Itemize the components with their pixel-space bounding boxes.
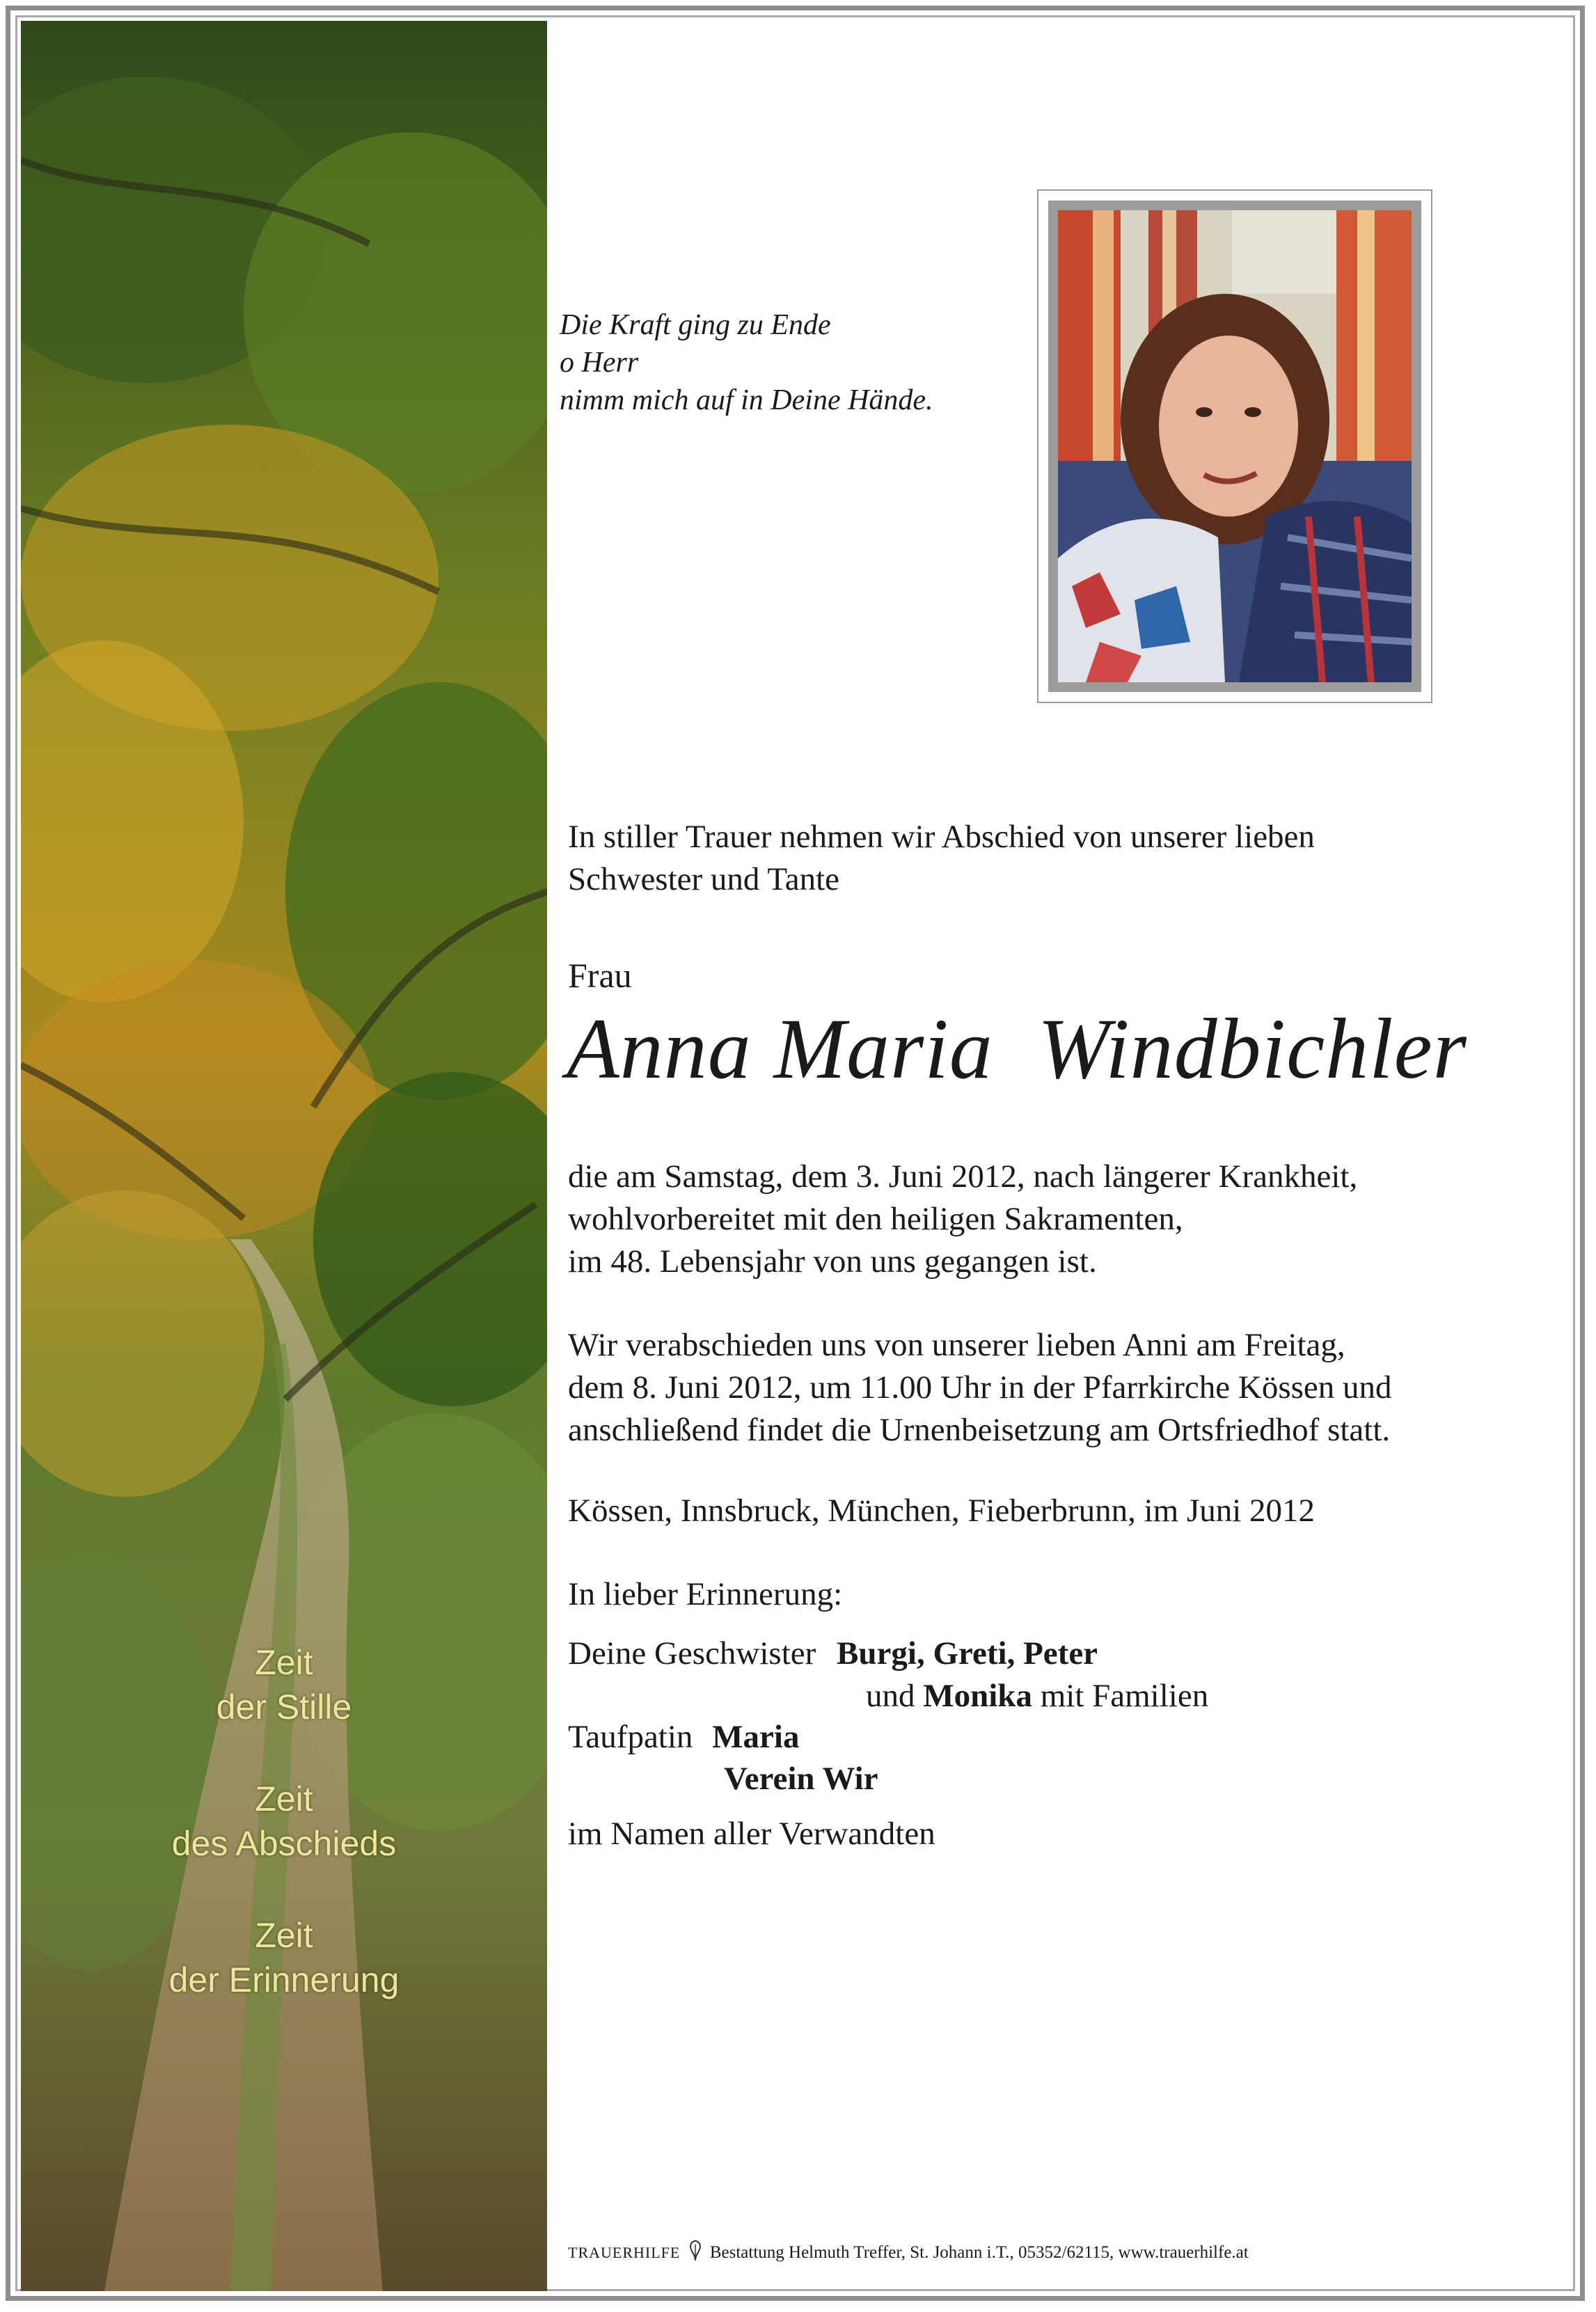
association-line: [724, 1758, 1281, 1800]
sidebar-phrase-line: der Erinnerung: [168, 1960, 400, 1999]
siblings-suffix: mit Familien: [1040, 1678, 1209, 1714]
death-paragraph: [568, 1156, 1556, 1283]
association-name: Verein Wir: [724, 1761, 878, 1797]
quote-line: o Herr: [560, 347, 639, 379]
siblings-last-name: Monika: [923, 1678, 1032, 1714]
quote-line: Die Kraft ging zu Ende: [560, 309, 831, 341]
sidebar-phrase-erinnerung: [21, 1913, 547, 2002]
footer-brand: TRAUERHILFE: [568, 2244, 681, 2262]
sidebar-phrase-abschied: [21, 1777, 547, 1866]
godmother-line: [568, 1716, 1556, 1759]
funeral-line: Wir verabschieden uns von unserer lieben Anni am Freitag,: [568, 1327, 1345, 1363]
intro-line: Schwester und Tante: [568, 861, 840, 897]
siblings-line-2: [866, 1675, 1548, 1717]
sidebar-phrase-line: der Stille: [216, 1688, 352, 1727]
funeral-line: dem 8. Juni 2012, um 11.00 Uhr in der Pfarrkirche Kössen und: [568, 1369, 1392, 1406]
godmother-name: Maria: [712, 1719, 800, 1755]
portrait-frame: [1037, 189, 1432, 703]
sidebar-phrase-line: des Abschieds: [171, 1824, 397, 1863]
sidebar-phrase-line: Zeit: [255, 1916, 313, 1955]
quote-line: nimm mich auf in Deine Hände.: [560, 384, 933, 416]
footer-text: Bestattung Helmuth Treffer, St. Johann i.T., 05352/62115, www.trauerhilfe.at: [709, 2243, 1249, 2263]
death-line: die am Samstag, dem 3. Juni 2012, nach längerer Krankheit,: [568, 1158, 1358, 1195]
sidebar-phrase-line: Zeit: [255, 1643, 313, 1682]
death-line: wohlvorbereitet mit den heiligen Sakramenten,: [568, 1201, 1183, 1237]
salutation: Frau: [568, 956, 632, 995]
sidebar-phrase-stille: [21, 1640, 547, 1729]
death-line: im 48. Lebensjahr von uns gegangen ist.: [568, 1243, 1097, 1280]
siblings-label: Deine Geschwister: [568, 1635, 816, 1672]
memory-label: In lieber Erinnerung:: [568, 1576, 843, 1612]
siblings-and: und: [866, 1678, 915, 1714]
footer: [568, 2240, 1556, 2267]
intro-line: In stiller Trauer nehmen wir Abschied von unserer lieben: [568, 819, 1315, 855]
sidebar-phrase-line: Zeit: [255, 1779, 313, 1818]
portrait-photo: [1058, 210, 1412, 682]
memorial-quote: [560, 306, 1005, 419]
siblings-names: Burgi, Greti, Peter: [837, 1635, 1098, 1672]
funeral-paragraph: [568, 1324, 1556, 1452]
siblings-line: [568, 1633, 1556, 1675]
portrait-mat: [1048, 200, 1421, 692]
leaf-icon: [688, 2240, 703, 2267]
funeral-line: anschließend findet die Urnenbeisetzung am Ortsfriedhof statt.: [568, 1412, 1391, 1448]
godmother-label: Taufpatin: [568, 1719, 693, 1755]
relatives-line: im Namen aller Verwandten: [568, 1816, 935, 1852]
places-date: Kössen, Innsbruck, München, Fieberbrunn, im Juni 2012: [568, 1493, 1315, 1529]
intro-paragraph: [568, 816, 1556, 901]
deceased-name: Anna Maria Windbichler: [567, 1001, 1467, 1096]
